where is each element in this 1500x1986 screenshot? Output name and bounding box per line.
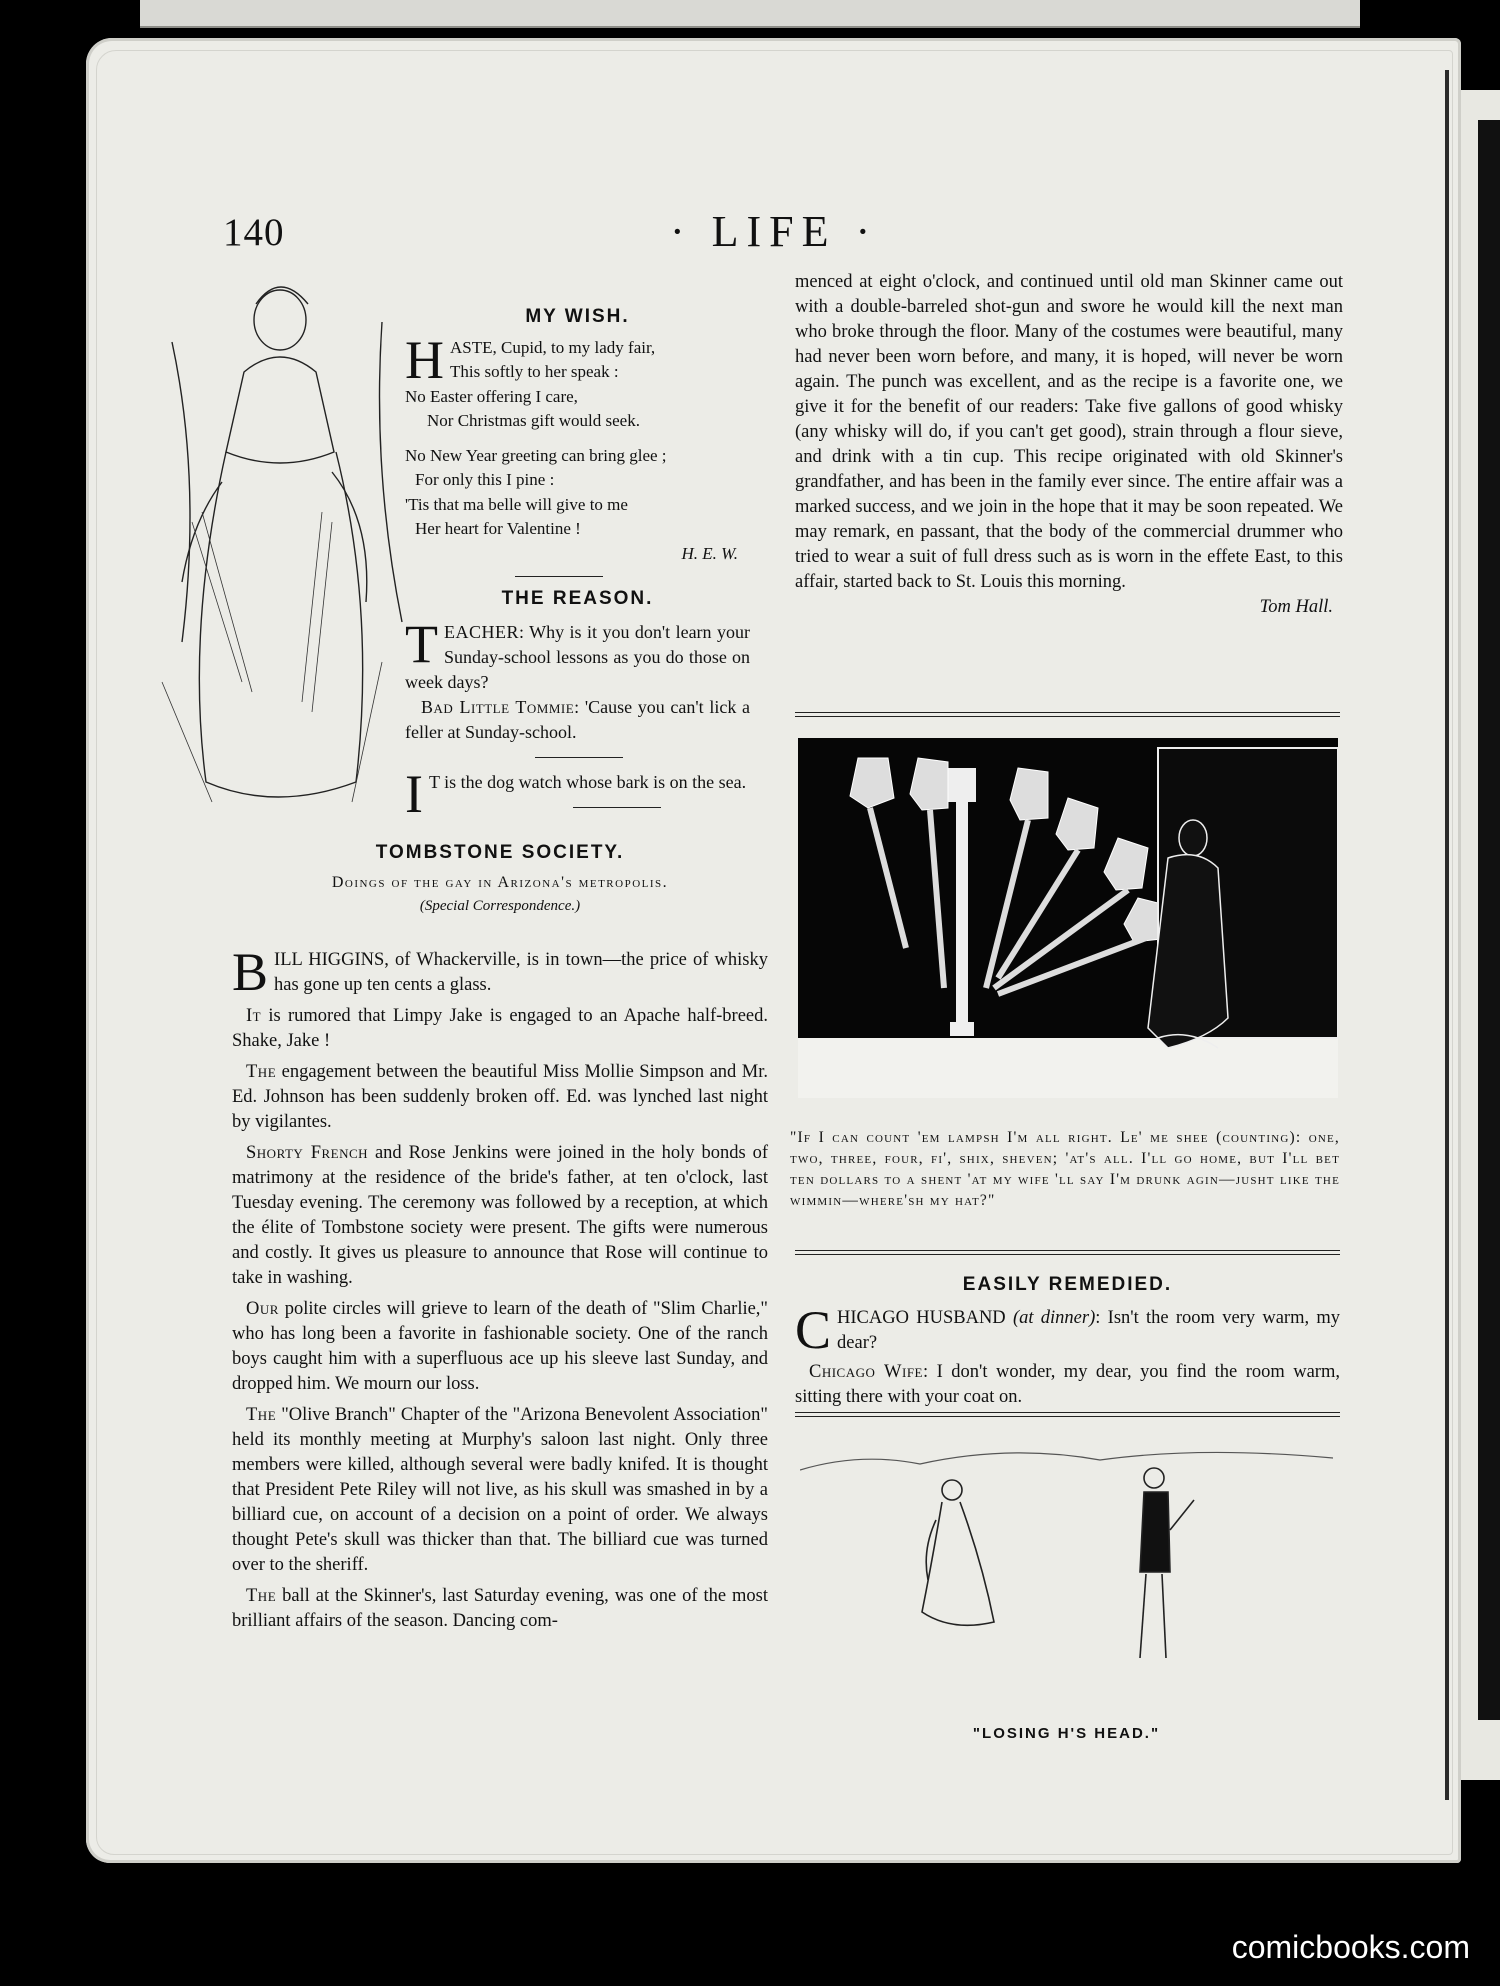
teacher-text: : Why is it you don't learn your Sunday-school lessons as you do those on week days? (405, 621, 750, 692)
lady-illustration (152, 262, 410, 820)
scan-right-shadow (1478, 120, 1500, 1720)
section-rule (515, 576, 603, 577)
husband-text: : Isn't the room very warm, my dear? (837, 1308, 1341, 1353)
poem-line: Nor Christmas gift would seek. (427, 411, 640, 430)
easily-remedied-section (795, 1274, 1340, 1410)
tombstone-column (232, 942, 768, 1634)
paragraph-lead: Our (246, 1299, 279, 1319)
tombstone-paragraph: ILL HIGGINS, of Whackerville, is in town—the price of whisky has gone up ten cents a glass. (274, 950, 768, 995)
section-rule (535, 757, 623, 758)
my-wish-signature: H. E. W. (681, 543, 738, 563)
poem-line: No Easter offering I care, (405, 386, 578, 406)
double-rule (795, 1250, 1340, 1255)
tombstone-dropcap: B (232, 942, 269, 1002)
husband-label: HICAGO HUSBAND (837, 1308, 1006, 1328)
poem-line: For only this I pine : (415, 470, 555, 489)
beach-couple-illustration (800, 1440, 1333, 1700)
teacher-label: EACHER (444, 621, 519, 642)
page-number: 140 (223, 211, 285, 254)
tombstone-signature: Tom Hall. (1259, 597, 1333, 617)
tommie-label: Bad Little Tommie (421, 696, 575, 717)
easily-remedied-heading: EASILY REMEDIED. (962, 1274, 1173, 1295)
lamppost-illustration (798, 738, 1338, 1098)
watermark: comicbooks.com (1231, 1929, 1470, 1965)
wife-text: : I don't wonder, my dear, you find the room warm, sitting there with your coat on. (795, 1362, 1340, 1407)
poem-line: No New Year greeting can bring glee ; (405, 445, 667, 465)
my-wish-poem (405, 305, 750, 824)
tombstone-continued: menced at eight o'clock, and continued until old man Skinner came out with a double-barreled shot-gun and swore he would kill the next man who broke through the floor. Many of the costumes were beautiful, many had never been worn before, and many, it is hoped, will never be worn again. The punch was excellent, and as the recipe is a favorite one, we give it for the benefit of our readers: Take five gallons of good whisky (any whisky will do, if you can't get good), strain through a flour sieve, and drink with a tin cup. This recipe originated with old Skinner's grandfather, and has been in the family ever since. The entire affair was a marked success, and we join in the hope that it may be soon repeated. We may remark, en passant, that the body of the commercial drummer who tried to wear a suit of full dress such as is worn in the effete East, to this affair, started back to St. Louis this morning. (795, 272, 1343, 592)
my-wish-dropcap: H (405, 329, 444, 390)
tombstone-paragraph: ball at the Skinner's, last Saturday evening, was one of the most brilliant affairs of the season. Dancing com- (232, 1586, 768, 1631)
tombstone-heading: TOMBSTONE SOCIETY. (375, 842, 625, 863)
tombstone-paragraph: polite circles will grieve to learn of the death of "Slim Charlie," who has long been a favorite in fashionable society. One of the ranch boys caught him with a superfluous ace up his sleeve last Sunday, and dropped him. We mourn our loss. (232, 1299, 768, 1394)
paragraph-lead: The (246, 1405, 277, 1425)
wife-label: Chicago Wife (809, 1362, 923, 1382)
page-spine (1445, 70, 1449, 1800)
paragraph-lead: It (246, 1006, 262, 1026)
double-rule (795, 1412, 1340, 1417)
masthead-title: · LIFE · (670, 207, 879, 256)
husband-aside: (at dinner) (1012, 1308, 1096, 1328)
tombstone-paragraph: "Olive Branch" Chapter of the "Arizona Benevolent Association" held its monthly meeting at Murphy's saloon last night. Only three members were killed, although several were badly knifed. It is thought that President Pete Riley will not live, as his skull was smashed in by a billiard cue, on account of a decision on a point of order. We always thought Pete's skull was thicker than that. The billiard cue was turned over to the sheriff. (232, 1405, 768, 1575)
tombstone-continued-column (795, 270, 1343, 620)
tombstone-paragraph: and Rose Jenkins were joined in the holy bonds of matrimony at the residence of the bride's father, at ten o'clock, last Tuesday evening. The ceremony was followed by a reception, at which the élite of Tombstone society were present. The gifts were numerous and costly. It gives us pleasure to announce that Rose will continue to take in washing. (232, 1143, 768, 1288)
dog-watch-dropcap: I (405, 763, 423, 824)
poem-line: 'Tis that ma belle will give to me (405, 494, 628, 514)
the-reason-heading: THE REASON. (501, 588, 654, 609)
tombstone-paragraph: engagement between the beautiful Miss Mollie Simpson and Mr. Ed. Johnson has been suddenly broken off. Ed. was lynched last night by vigilantes. (232, 1062, 768, 1132)
poem-line: This softly to her speak : (450, 362, 619, 381)
beach-caption: "LOSING H'S HEAD." (972, 1725, 1161, 1742)
tommie-text: : 'Cause you can't lick a feller at Sunday-school. (405, 696, 750, 742)
the-reason-dropcap: T (405, 613, 438, 674)
section-rule (573, 807, 661, 808)
tombstone-correspondence: (Special Correspondence.) (419, 898, 581, 914)
paragraph-lead: The (246, 1062, 277, 1082)
paragraph-lead: The (246, 1586, 277, 1606)
lamppost-caption: "If I can count 'em lampsh I'm all right. Le' me shee (counting): one, two, three, four, fi', shix, sheven; 'at's all. I'll go home, but I'll bet ten dollars to a shent 'at my wife 'll say I'm drunk agin—jusht like the wimmin—where'sh my hat?" (790, 1129, 1340, 1209)
poem-line: ASTE, Cupid, to my lady fair, (450, 337, 656, 357)
scan-top-edge (140, 0, 1360, 28)
double-rule (795, 712, 1340, 717)
easily-remedied-dropcap: C (795, 1300, 832, 1360)
dog-watch-text: T is the dog watch whose bark is on the sea. (428, 771, 747, 792)
my-wish-heading: MY WISH. (525, 306, 630, 327)
poem-line: Her heart for Valentine ! (415, 519, 581, 538)
tombstone-header (232, 842, 768, 915)
tombstone-paragraph: is rumored that Limpy Jake is engaged to an Apache half-breed. Shake, Jake ! (232, 1006, 768, 1051)
tombstone-subheading: Doings of the gay in Arizona's metropolis. (331, 874, 669, 891)
paragraph-lead: Shorty French (246, 1143, 369, 1163)
